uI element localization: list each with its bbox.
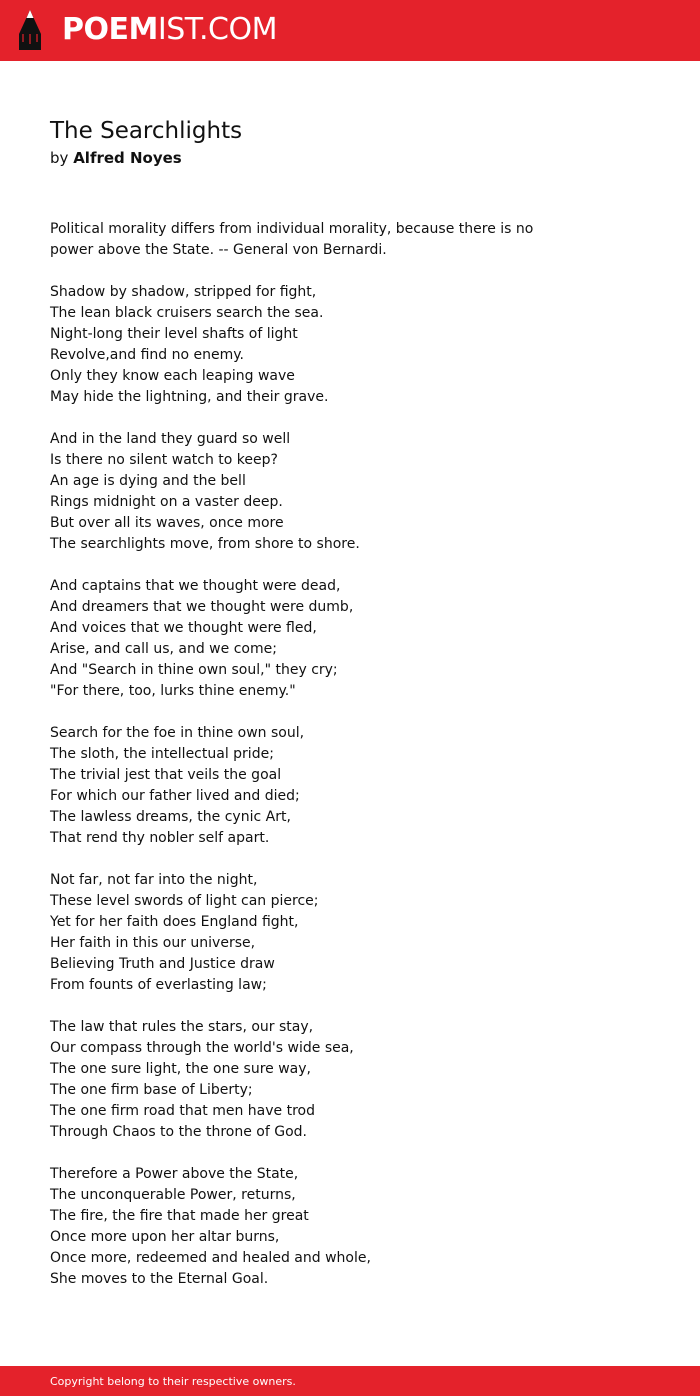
poem-line: But over all its waves, once more: [50, 515, 284, 531]
poem-line: The one firm road that men have trod: [50, 1103, 315, 1119]
site-header: [0, 0, 700, 61]
epigraph: [50, 219, 650, 261]
poem-line: Rings midnight on a vaster deep.: [50, 494, 283, 510]
poem-line: Not far, not far into the night,: [50, 872, 258, 888]
poem-line: An age is dying and the bell: [50, 473, 246, 489]
poem-line: The lawless dreams, the cynic Art,: [50, 809, 291, 825]
stanza-2: [50, 429, 650, 555]
logo-bold-text: POEM: [62, 12, 158, 47]
stanza-3: [50, 576, 650, 702]
logo-light-text: IST.COM: [157, 12, 277, 47]
poem-line: The one sure light, the one sure way,: [50, 1061, 311, 1077]
poem-line: And dreamers that we thought were dumb,: [50, 599, 354, 615]
stanza-1: [50, 282, 650, 408]
poem-line: The fire, the fire that made her great: [50, 1208, 309, 1224]
poem-line: The law that rules the stars, our stay,: [50, 1019, 314, 1035]
poem-line: The one firm base of Liberty;: [50, 1082, 253, 1098]
poem-line: She moves to the Eternal Goal.: [50, 1271, 269, 1287]
poem-line: power above the State. -- General von Bernardi.: [50, 242, 387, 258]
poem-line: Is there no silent watch to keep?: [50, 452, 278, 468]
poem-line: Once more, redeemed and healed and whole,: [50, 1250, 371, 1266]
poem-title: The Searchlights: [50, 118, 243, 144]
stanza-4: [50, 723, 650, 849]
poem-line: Revolve,and find no enemy.: [50, 347, 244, 363]
stanza-5: [50, 870, 650, 996]
poem-byline: [50, 148, 182, 169]
poem-line: And captains that we thought were dead,: [50, 578, 341, 594]
poem-line: Through Chaos to the throne of God.: [50, 1124, 307, 1140]
poem-line: Political morality differs from individual morality, because there is no: [50, 221, 534, 237]
poem-line: Believing Truth and Justice draw: [50, 956, 275, 972]
poem-line: And in the land they guard so well: [50, 431, 291, 447]
site-logo-link[interactable]: [62, 12, 277, 48]
poem-line: Night-long their level shafts of light: [50, 326, 298, 342]
author-name: Alfred Noyes: [73, 149, 182, 167]
poem-line: These level swords of light can pierce;: [50, 893, 319, 909]
by-label: by: [50, 149, 69, 167]
poem-body: [50, 219, 650, 1311]
poem-line: Our compass through the world's wide sea,: [50, 1040, 354, 1056]
poem-line: The lean black cruisers search the sea.: [50, 305, 324, 321]
poem-line: The searchlights move, from shore to shore.: [50, 536, 360, 552]
poem-line: The sloth, the intellectual pride;: [50, 746, 274, 762]
poem-line: From founts of everlasting law;: [50, 977, 267, 993]
poem-line: Arise, and call us, and we come;: [50, 641, 277, 657]
poem-line: Her faith in this our universe,: [50, 935, 256, 951]
poem-line: Only they know each leaping wave: [50, 368, 295, 384]
poem-line: And voices that we thought were fled,: [50, 620, 317, 636]
stanza-7: [50, 1164, 650, 1290]
poem-line: "For there, too, lurks thine enemy.": [50, 683, 296, 699]
poem-line: That rend thy nobler self apart.: [50, 830, 270, 846]
poem-line: Shadow by shadow, stripped for fight,: [50, 284, 317, 300]
poem-line: The unconquerable Power, returns,: [50, 1187, 296, 1203]
poem-line: The trivial jest that veils the goal: [50, 767, 282, 783]
site-footer: [0, 1366, 700, 1396]
poem-line: Yet for her faith does England fight,: [50, 914, 299, 930]
poem-line: May hide the lightning, and their grave.: [50, 389, 329, 405]
poem-line: Once more upon her altar burns,: [50, 1229, 280, 1245]
poem-line: Search for the foe in thine own soul,: [50, 725, 305, 741]
poem-line: Therefore a Power above the State,: [50, 1166, 299, 1182]
pencil-logo-icon[interactable]: [17, 9, 43, 51]
copyright-text: Copyright belong to their respective owners.: [50, 1375, 296, 1388]
stanza-6: [50, 1017, 650, 1143]
poem-line: And "Search in thine own soul," they cry;: [50, 662, 338, 678]
poem-line: For which our father lived and died;: [50, 788, 300, 804]
